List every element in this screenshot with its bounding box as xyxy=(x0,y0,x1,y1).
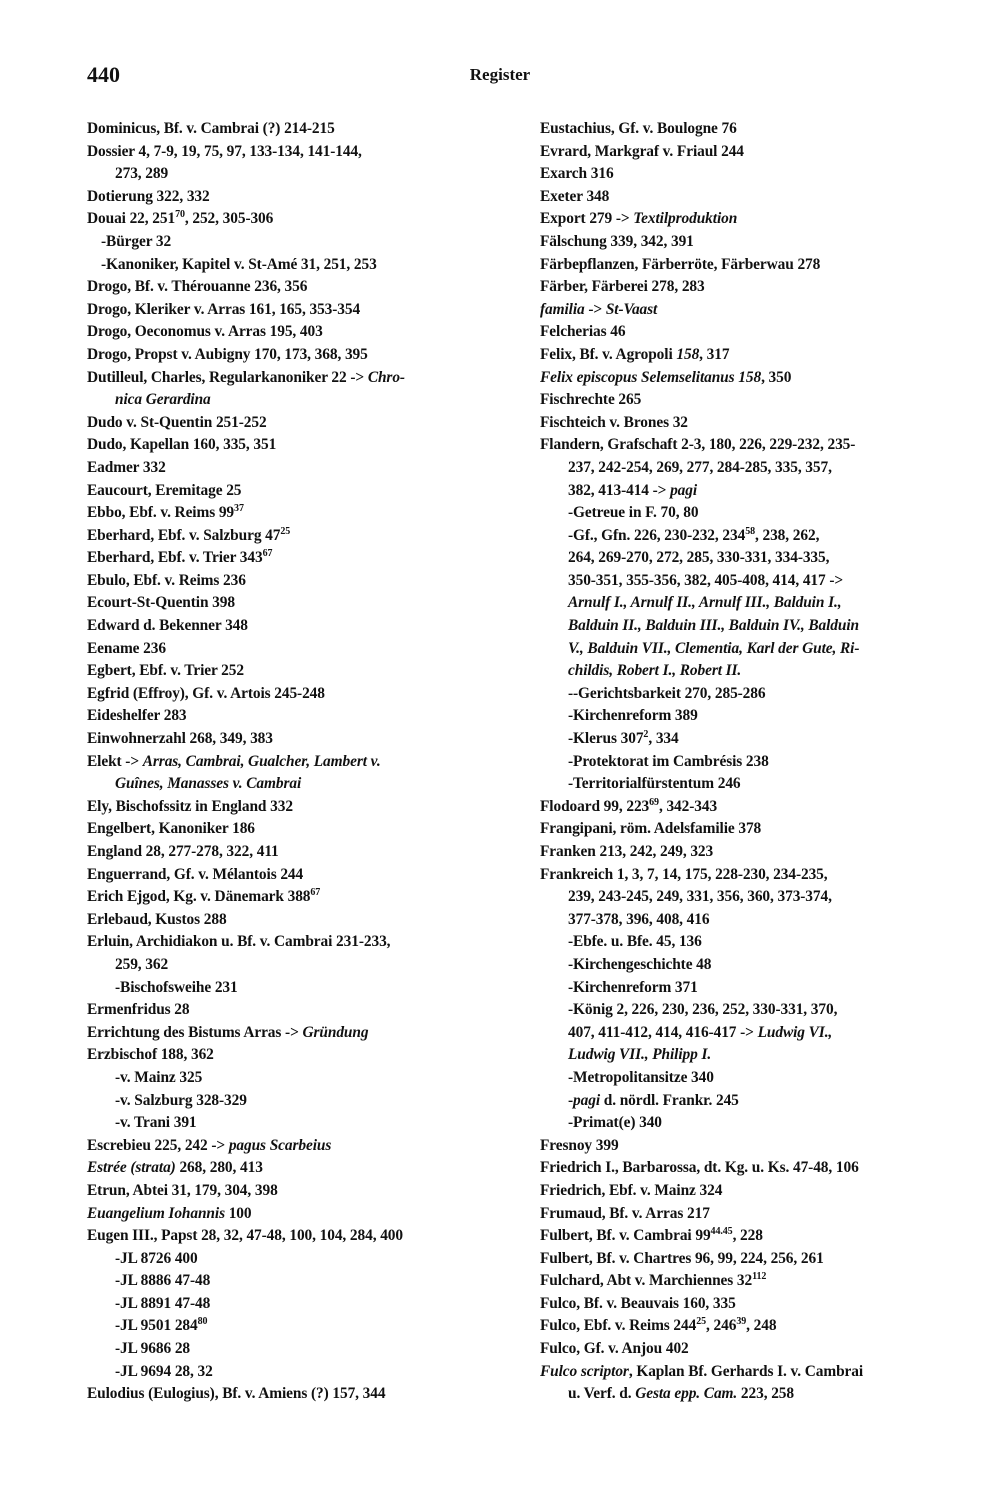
index-entry xyxy=(540,1315,950,1338)
entry-text: -JL 9694 28, 32 xyxy=(115,1362,213,1380)
entry-text: Einwohnerzahl 268, 349, 383 xyxy=(87,730,273,748)
running-head: Register xyxy=(469,65,531,84)
entry-text: Eadmer 332 xyxy=(87,458,166,476)
entry-text: Euangelium Iohannis xyxy=(87,1204,225,1222)
entry-text: - xyxy=(568,1091,574,1109)
entry-text: Färbepflanzen, Färberröte, Färberwau 278 xyxy=(540,255,821,273)
entry-text: Drogo, Bf. v. Thérouanne 236, 356 xyxy=(87,278,308,296)
entry-text: Edward d. Bekenner 348 xyxy=(87,617,248,635)
index-entry xyxy=(87,1180,499,1203)
index-entry xyxy=(540,412,950,435)
index-subline xyxy=(540,1044,950,1067)
entry-text: 268, 280, 413 xyxy=(175,1159,263,1177)
entry-text: Exeter 348 xyxy=(540,187,610,205)
index-entry xyxy=(540,276,950,299)
entry-text: 100 xyxy=(224,1204,252,1222)
entry-text: pagi xyxy=(573,1091,600,1109)
index-entry xyxy=(87,864,499,887)
entry-text: -Kirchengeschichte 48 xyxy=(568,955,712,973)
index-subline xyxy=(540,909,950,932)
entry-text: Engelbert, Kanoniker 186 xyxy=(87,820,255,838)
entry-text: , 334 xyxy=(648,730,679,748)
index-entry xyxy=(87,321,499,344)
footnote-superscript: 44.45 xyxy=(710,1226,733,1238)
entry-text: Felix, Bf. v. Agropoli xyxy=(540,345,677,363)
index-column-right xyxy=(540,118,950,1406)
entry-text: -Kirchenreform 371 xyxy=(568,978,698,996)
entry-text: Ermenfridus 28 xyxy=(87,1001,190,1019)
index-subline xyxy=(540,751,950,774)
index-subline xyxy=(540,773,950,796)
entry-text: Dutilleul, Charles, Regularkanoniker 22 -> xyxy=(87,368,368,386)
entry-text: familia xyxy=(540,300,585,318)
index-subline xyxy=(540,1112,950,1135)
entry-text: Estrée (strata) xyxy=(87,1159,176,1177)
index-entry xyxy=(87,1135,499,1158)
index-subline xyxy=(540,1067,950,1090)
entry-text: Ecourt-St-Quentin 398 xyxy=(87,594,235,612)
index-entry xyxy=(540,254,950,277)
entry-text: Arnulf I., Arnulf II., Arnulf III., Balduin I., xyxy=(568,594,842,612)
index-entry xyxy=(87,367,499,390)
index-entry xyxy=(87,796,499,819)
index-subline xyxy=(540,683,950,706)
entry-text: Elekt -> xyxy=(87,752,143,770)
entry-text: -Bischofsweihe 231 xyxy=(115,978,238,996)
entry-text: -v. Salzburg 328-329 xyxy=(115,1091,247,1109)
entry-text: , 350 xyxy=(761,368,792,386)
index-subline xyxy=(540,954,950,977)
index-entry xyxy=(87,570,499,593)
entry-text: Flodoard 99, 223 xyxy=(540,797,650,815)
index-entry xyxy=(540,1203,950,1226)
index-subline xyxy=(87,954,499,977)
entry-text: -Protektorat im Cambrésis 238 xyxy=(568,752,769,770)
entry-text: 239, 243-245, 249, 331, 356, 360, 373-374, xyxy=(568,888,832,906)
index-entry xyxy=(87,931,499,954)
entry-text: Dotierung 322, 332 xyxy=(87,187,210,205)
footnote-superscript: 25 xyxy=(280,525,291,537)
entry-text: Flandern, Grafschaft 2-3, 180, 226, 229-232, 235- xyxy=(540,436,856,454)
index-column-left xyxy=(87,118,499,1406)
entry-text: Ebulo, Ebf. v. Reims 236 xyxy=(87,571,246,589)
index-entry xyxy=(540,1293,950,1316)
index-entry xyxy=(87,276,499,299)
entry-text: Eberhard, Ebf. v. Salzburg 47 xyxy=(87,526,281,544)
entry-text: Frankreich 1, 3, 7, 14, 175, 228-230, 234-235, xyxy=(540,865,828,883)
entry-text: Eberhard, Ebf. v. Trier 343 xyxy=(87,549,263,567)
index-subline xyxy=(87,1293,499,1316)
entry-text: -Bürger 32 xyxy=(101,232,172,250)
index-subline xyxy=(540,728,950,751)
index-subline xyxy=(87,1067,499,1090)
entry-text: , 317 xyxy=(699,345,730,363)
index-entry xyxy=(87,457,499,480)
entry-text: Exarch 316 xyxy=(540,165,614,183)
index-subline xyxy=(540,615,950,638)
entry-text: Fulco, Bf. v. Beauvais 160, 335 xyxy=(540,1294,736,1312)
index-entry xyxy=(87,299,499,322)
entry-text: Friedrich, Ebf. v. Mainz 324 xyxy=(540,1181,723,1199)
index-subline xyxy=(87,1361,499,1384)
index-entry xyxy=(540,321,950,344)
index-subline xyxy=(87,773,499,796)
index-entry xyxy=(87,751,499,774)
footnote-superscript: 112 xyxy=(752,1271,767,1283)
entry-text: Dossier 4, 7-9, 19, 75, 97, 133-134, 141-144, xyxy=(87,142,362,160)
entry-text: Egfrid (Effroy), Gf. v. Artois 245-248 xyxy=(87,684,325,702)
index-entry xyxy=(87,638,499,661)
entry-text: Balduin II., Balduin III., Balduin IV., Balduin xyxy=(568,617,859,635)
index-entry xyxy=(87,1383,499,1406)
index-entry xyxy=(87,705,499,728)
index-entry xyxy=(87,660,499,683)
entry-text: Dudo, Kapellan 160, 335, 351 xyxy=(87,436,277,454)
index-entry xyxy=(540,1157,950,1180)
entry-text: u. Verf. d. xyxy=(568,1385,636,1403)
entry-text: Ludwig VII., Philipp I. xyxy=(568,1046,712,1064)
index-entry xyxy=(540,141,950,164)
index-entry xyxy=(87,208,499,231)
entry-text: -Klerus 307 xyxy=(568,730,644,748)
index-subline xyxy=(87,977,499,1000)
footnote-superscript: 37 xyxy=(234,503,244,515)
entry-text: -Metropolitansitze 340 xyxy=(568,1068,714,1086)
entry-text: Drogo, Kleriker v. Arras 161, 165, 353-354 xyxy=(87,300,361,318)
index-entry xyxy=(87,592,499,615)
index-entry xyxy=(540,818,950,841)
index-entry xyxy=(540,344,950,367)
index-subline xyxy=(540,1022,950,1045)
entry-text: , 248 xyxy=(746,1317,777,1335)
entry-text: Ebbo, Ebf. v. Reims 99 xyxy=(87,504,235,522)
entry-text: -v. Trani 391 xyxy=(115,1114,197,1132)
footnote-superscript: 39 xyxy=(736,1316,747,1328)
entry-text: -JL 8891 47-48 xyxy=(115,1294,211,1312)
entry-text: -Kanoniker, Kapitel v. St-Amé 31, 251, 253 xyxy=(101,255,377,273)
index-entry xyxy=(540,118,950,141)
index-subline xyxy=(540,525,950,548)
footnote-superscript: 67 xyxy=(310,887,321,899)
footnote-superscript: 70 xyxy=(175,209,185,221)
entry-text: Felcherias 46 xyxy=(540,323,626,341)
entry-text: 259, 362 xyxy=(115,955,169,973)
index-entry xyxy=(540,1225,950,1248)
entry-text: 237, 242-254, 269, 277, 284-285, 335, 357, xyxy=(568,458,832,476)
entry-text: Etrun, Abtei 31, 179, 304, 398 xyxy=(87,1181,278,1199)
entry-text: Erlebaud, Kustos 288 xyxy=(87,910,227,928)
index-entry xyxy=(540,208,950,231)
index-entry xyxy=(87,818,499,841)
entry-text: Franken 213, 242, 249, 323 xyxy=(540,843,714,860)
index-subline xyxy=(540,660,950,683)
index-subline xyxy=(87,163,499,186)
index-entry xyxy=(87,1203,499,1226)
footnote-superscript: 69 xyxy=(649,796,659,808)
index-entry xyxy=(87,344,499,367)
entry-text: Felix episcopus Selemselitanus 158 xyxy=(540,368,762,386)
index-subline xyxy=(540,705,950,728)
index-entry xyxy=(87,525,499,548)
entry-text: Escrebieu 225, 242 -> xyxy=(87,1136,229,1154)
entry-text: 264, 269-270, 272, 285, 330-331, 334-335, xyxy=(568,549,830,567)
entry-text: Fulco scriptor xyxy=(540,1362,629,1380)
entry-text: -Gf., Gfn. 226, 230-232, 234 xyxy=(568,526,746,544)
index-entry xyxy=(87,683,499,706)
index-entry xyxy=(87,412,499,435)
entry-text: Fulbert, Bf. v. Cambrai 99 xyxy=(540,1227,711,1245)
entry-text: Eename 236 xyxy=(87,639,166,657)
entry-text: , 342-343 xyxy=(658,797,718,815)
entry-text: Arras, Cambrai, Gualcher, Lambert v. xyxy=(142,752,381,770)
index-entry xyxy=(540,864,950,887)
index-entry xyxy=(540,367,950,390)
index-entry xyxy=(540,389,950,412)
entry-text: --Gerichtsbarkeit 270, 285-286 xyxy=(568,684,766,702)
index-entry xyxy=(540,434,950,457)
index-entry xyxy=(540,1338,950,1361)
index-entry xyxy=(540,1361,950,1384)
index-subline xyxy=(540,1383,950,1406)
index-entry xyxy=(87,141,499,164)
entry-text: Fulco, Ebf. v. Reims 244 xyxy=(540,1317,697,1335)
entry-text: , 252, 305-306 xyxy=(184,210,274,228)
index-subline xyxy=(87,1248,499,1271)
entry-text: 382, 413-414 -> xyxy=(568,481,671,499)
entry-text: -> xyxy=(584,300,606,318)
index-subline xyxy=(87,389,499,412)
entry-text: Friedrich I., Barbarossa, dt. Kg. u. Ks. 47-48, 106 xyxy=(540,1159,859,1177)
index-entry xyxy=(87,909,499,932)
index-subline xyxy=(87,1270,499,1293)
footnote-superscript: 67 xyxy=(262,548,273,560)
footnote-superscript: 58 xyxy=(745,525,755,537)
entry-text: Enguerrand, Gf. v. Mélantois 244 xyxy=(87,865,304,883)
entry-text: pagi xyxy=(670,481,698,499)
entry-text: Eulodius (Eulogius), Bf. v. Amiens (?) 157, 344 xyxy=(87,1385,386,1403)
index-subline xyxy=(540,547,950,570)
index-entry xyxy=(540,1270,950,1293)
entry-text: -Ebfe. u. Bfe. 45, 136 xyxy=(568,933,702,951)
entry-text: Errichtung des Bistums Arras -> xyxy=(87,1023,303,1041)
index-subline xyxy=(540,886,950,909)
index-entry xyxy=(87,1044,499,1067)
entry-text: Dominicus, Bf. v. Cambrai (?) 214-215 xyxy=(87,120,335,137)
entry-text: 158 xyxy=(676,345,700,363)
entry-text: Erich Ejgod, Kg. v. Dänemark 388 xyxy=(87,888,311,906)
index-entry xyxy=(87,1022,499,1045)
index-entry xyxy=(540,1248,950,1271)
entry-text: Guînes, Manasses v. Cambrai xyxy=(115,775,302,793)
entry-text: Gesta epp. Cam. xyxy=(635,1385,738,1403)
entry-text: Chro- xyxy=(367,368,405,386)
index-subline xyxy=(87,1315,499,1338)
index-entry xyxy=(540,1135,950,1158)
entry-text: -JL 9501 284 xyxy=(115,1317,198,1335)
entry-text: England 28, 277-278, 322, 411 xyxy=(87,843,279,860)
entry-text: Eaucourt, Eremitage 25 xyxy=(87,481,242,499)
index-subline xyxy=(540,457,950,480)
entry-text: Fischteich v. Brones 32 xyxy=(540,413,688,431)
index-entry xyxy=(87,615,499,638)
index-subline xyxy=(540,480,950,503)
index-subline xyxy=(540,1090,950,1113)
entry-text: Fulchard, Abt v. Marchiennes 32 xyxy=(540,1272,753,1290)
index-subline xyxy=(540,592,950,615)
entry-text: d. nördl. Frankr. 245 xyxy=(600,1091,739,1109)
entry-text: Fischrechte 265 xyxy=(540,391,642,409)
index-entry xyxy=(540,1180,950,1203)
entry-text: Eideshelfer 283 xyxy=(87,707,187,725)
entry-text: , Kaplan Bf. Gerhards I. v. Cambrai xyxy=(628,1362,864,1380)
index-subline xyxy=(87,1338,499,1361)
index-entry xyxy=(540,163,950,186)
index-subline xyxy=(540,570,950,593)
index-subline xyxy=(540,931,950,954)
entry-text: Export 279 -> xyxy=(540,210,634,228)
entry-text: Färber, Färberei 278, 283 xyxy=(540,278,705,296)
entry-text: 407, 411-412, 414, 416-417 -> xyxy=(568,1023,758,1041)
entry-text: -JL 8726 400 xyxy=(115,1249,198,1267)
index-entry xyxy=(87,434,499,457)
index-entry xyxy=(87,547,499,570)
entry-text: Gründung xyxy=(302,1023,369,1041)
index-entry xyxy=(87,1157,499,1180)
entry-text: -Primat(e) 340 xyxy=(568,1114,662,1132)
entry-text: Erzbischof 188, 362 xyxy=(87,1046,214,1064)
footnote-superscript: 25 xyxy=(696,1316,707,1328)
entry-text: -JL 9686 28 xyxy=(115,1340,191,1358)
entry-text: Eustachius, Gf. v. Boulogne 76 xyxy=(540,120,737,137)
entry-text: pagus Scarbeius xyxy=(228,1136,332,1154)
entry-text: nica Gerardina xyxy=(115,391,211,409)
index-entry xyxy=(540,299,950,322)
index-entry xyxy=(87,186,499,209)
entry-text: 377-378, 396, 408, 416 xyxy=(568,910,710,928)
entry-text: , 228 xyxy=(732,1227,763,1245)
entry-text: Ludwig VI., xyxy=(757,1023,833,1041)
index-entry xyxy=(87,480,499,503)
entry-text: Fulco, Gf. v. Anjou 402 xyxy=(540,1340,689,1358)
index-subline xyxy=(540,502,950,525)
entry-text: Drogo, Oeconomus v. Arras 195, 403 xyxy=(87,323,323,341)
index-subline xyxy=(540,977,950,1000)
index-entry xyxy=(87,728,499,751)
footnote-superscript: 80 xyxy=(197,1316,208,1328)
page-number: 440 xyxy=(87,62,120,87)
entry-text: Textilproduktion xyxy=(633,210,738,228)
index-subline xyxy=(87,1090,499,1113)
entry-text: Douai 22, 251 xyxy=(87,210,176,228)
entry-text: -König 2, 226, 230, 236, 252, 330-331, 370, xyxy=(568,1001,838,1019)
index-entry xyxy=(540,186,950,209)
index-entry xyxy=(87,118,499,141)
entry-text: Fulbert, Bf. v. Chartres 96, 99, 224, 256, 261 xyxy=(540,1249,824,1267)
entry-text: Drogo, Propst v. Aubigny 170, 173, 368, 395 xyxy=(87,345,368,363)
entry-text: , 238, 262, xyxy=(755,526,820,544)
entry-text: 223, 258 xyxy=(737,1385,794,1403)
entry-text: 350-351, 355-356, 382, 405-408, 414, 417 -> xyxy=(568,571,844,589)
entry-text: Erluin, Archidiakon u. Bf. v. Cambrai 231-233, xyxy=(87,933,391,951)
page-header xyxy=(0,62,1000,92)
entry-text: Eugen III., Papst 28, 32, 47-48, 100, 104, 284, 400 xyxy=(87,1227,403,1245)
index-entry xyxy=(540,841,950,864)
entry-text: , 246 xyxy=(706,1317,737,1335)
entry-text: -v. Mainz 325 xyxy=(115,1068,203,1086)
entry-text: Evrard, Markgraf v. Friaul 244 xyxy=(540,142,744,160)
entry-text: St-Vaast xyxy=(605,300,658,318)
index-subline xyxy=(540,999,950,1022)
footnote-superscript: 2 xyxy=(643,729,649,741)
index-entry xyxy=(87,1225,499,1248)
index-subline xyxy=(87,231,499,254)
entry-text: -Getreue in F. 70, 80 xyxy=(568,504,699,522)
entry-text: -JL 8886 47-48 xyxy=(115,1272,211,1290)
entry-text: Frangipani, röm. Adelsfamilie 378 xyxy=(540,820,762,838)
entry-text: V., Balduin VII., Clementia, Karl der Gute, Ri- xyxy=(568,639,860,657)
entry-text: -Territorialfürstentum 246 xyxy=(568,775,741,793)
entry-text: childis, Robert I., Robert II. xyxy=(568,662,742,680)
entry-text: -Kirchenreform 389 xyxy=(568,707,698,725)
index-entry xyxy=(87,886,499,909)
index-entry xyxy=(540,796,950,819)
entry-text: Frumaud, Bf. v. Arras 217 xyxy=(540,1204,710,1222)
index-subline xyxy=(540,638,950,661)
index-entry xyxy=(87,841,499,864)
entry-text: Dudo v. St-Quentin 251-252 xyxy=(87,413,267,431)
entry-text: Fresnoy 399 xyxy=(540,1136,619,1154)
index-entry xyxy=(87,999,499,1022)
index-subline xyxy=(87,254,499,277)
entry-text: 273, 289 xyxy=(115,165,169,183)
entry-text: Ely, Bischofssitz in England 332 xyxy=(87,797,293,815)
index-subline xyxy=(87,1112,499,1135)
entry-text: Fälschung 339, 342, 391 xyxy=(540,232,694,250)
index-entry xyxy=(540,231,950,254)
entry-text: Egbert, Ebf. v. Trier 252 xyxy=(87,662,244,680)
index-entry xyxy=(87,502,499,525)
